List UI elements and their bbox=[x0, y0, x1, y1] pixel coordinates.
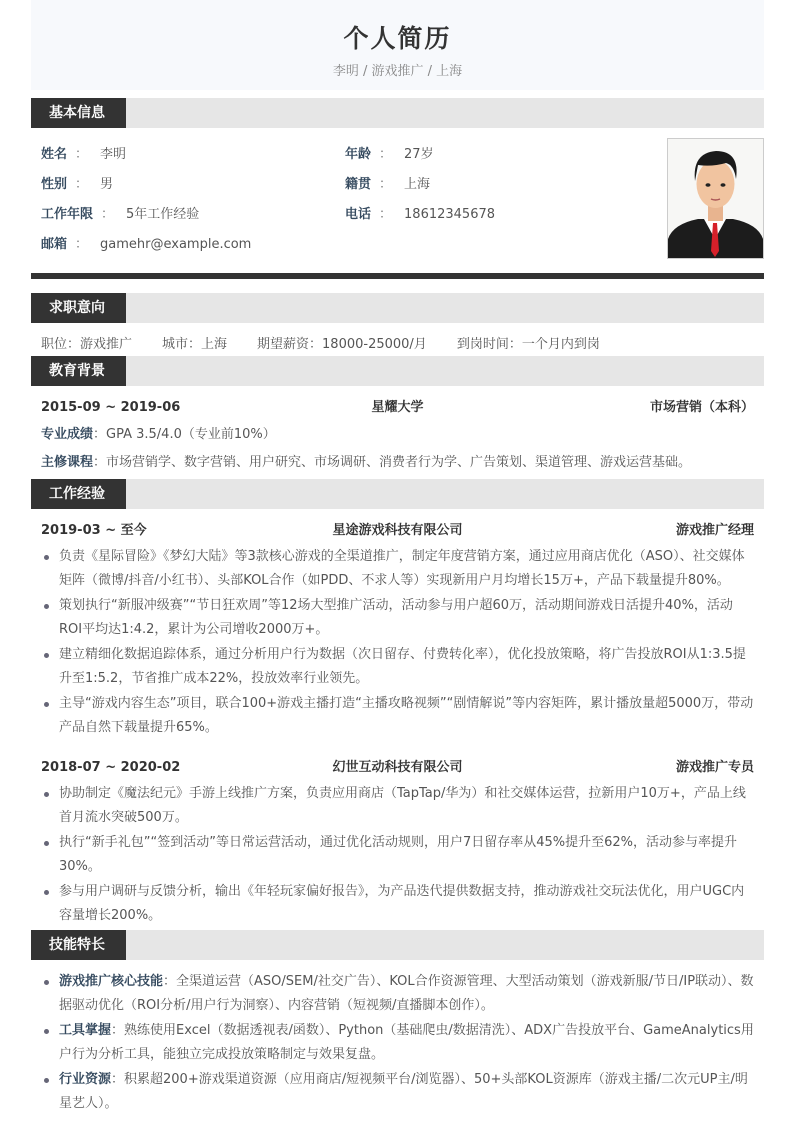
list-item: 策划执行“新服冲级赛”“节日狂欢周”等12场大型推广活动，活动参与用户超60万，活动期间游戏日活提升40%，活动ROI平均达1:4.2，累计为公司增收2000万+。 bbox=[41, 594, 764, 642]
list-item: 建立精细化数据追踪体系，通过分析用户行为数据（次日留存、付费转化率），优化投放策略，将广告投放ROI从1:3.5提升至1:5.2，节省推广成本22%，投放效率行业领先。 bbox=[41, 643, 764, 691]
job-intent bbox=[31, 335, 764, 356]
section-title: 求职意向 bbox=[31, 293, 126, 323]
page-title: 个人简历 bbox=[343, 24, 452, 53]
resume bbox=[31, 0, 764, 1117]
field-experience: 工作年限 ： 5年工作经验 bbox=[41, 207, 200, 222]
section-title: 工作经验 bbox=[31, 479, 126, 509]
divider bbox=[31, 273, 764, 279]
list-item: 执行“新手礼包”“签到活动”等日常运营活动，通过优化活动规则，用户7日留存率从45%提升至62%，活动参与率提升30%。 bbox=[41, 831, 764, 879]
section-education bbox=[31, 356, 764, 386]
field-phone: 电话 ： 18612345678 bbox=[345, 207, 496, 222]
list-item: 游戏推广核心技能：全渠道运营（ASO/SEM/社交广告）、KOL合作资源管理、大型活动策划（游戏新服/节日/IP联动）、数据驱动优化（ROI分析/用户行为洞察）、内容营销（短视频/直播脚本创作）。 bbox=[41, 970, 764, 1018]
list-item: 参与用户调研与反馈分析，输出《年轻玩家偏好报告》，为产品迭代提供数据支持，推动游戏社交玩法优化，用户UGC内容量增长200%。 bbox=[41, 880, 764, 928]
section-title: 教育背景 bbox=[31, 356, 126, 386]
education-row: 2015-09 ~ 2019-06 星耀大学 市场营销（本科） bbox=[41, 400, 755, 415]
avatar-photo bbox=[667, 138, 764, 259]
section-basic bbox=[31, 98, 764, 128]
section-intent bbox=[31, 293, 764, 323]
field-gender: 性别 ： 男 bbox=[41, 177, 114, 192]
section-title: 基本信息 bbox=[31, 98, 126, 128]
job-bullets bbox=[31, 782, 764, 928]
list-item: 行业资源：积累超200+游戏渠道资源（应用商店/短视频平台/浏览器）、50+头部KOL资源库（游戏主播/二次元UP主/明星艺人）。 bbox=[41, 1068, 764, 1116]
list-item: 协助制定《魔法纪元》手游上线推广方案，负责应用商店（TapTap/华为）和社交媒体运营，拉新用户10万+，产品上线首月流水突破500万。 bbox=[41, 782, 764, 830]
education-gpa: 专业成绩：GPA 3.5/4.0（专业前10%） bbox=[41, 427, 276, 442]
section-work bbox=[31, 479, 764, 509]
basic-info bbox=[31, 128, 764, 273]
field-age: 年龄 ： 27岁 bbox=[345, 147, 434, 162]
intent-salary: 期望薪资：18000-25000/月 bbox=[257, 337, 427, 352]
field-email: 邮箱 ： gamehr@example.com bbox=[41, 237, 252, 252]
intent-position: 职位：游戏推广 bbox=[41, 337, 133, 352]
job-header: 2018-07 ~ 2020-02 幻世互动科技有限公司 游戏推广专员 bbox=[41, 760, 755, 775]
subtitle: 李明 / 游戏推广 / 上海 bbox=[332, 64, 463, 79]
field-hometown: 籍贯 ： 上海 bbox=[345, 177, 431, 192]
job-bullets bbox=[31, 545, 764, 740]
field-name: 姓名 ： 李明 bbox=[41, 147, 127, 162]
section-skills bbox=[31, 930, 764, 960]
education-courses: 主修课程：市场营销学、数字营销、用户研究、市场调研、消费者行为学、广告策划、渠道管理、游戏运营基础。 bbox=[41, 455, 692, 470]
resume-header bbox=[31, 0, 764, 90]
list-item: 负责《星际冒险》《梦幻大陆》等3款核心游戏的全渠道推广，制定年度营销方案，通过应用商店优化（ASO）、社交媒体矩阵（微博/抖音/小红书）、头部KOL合作（如PDD、不求人等）实现新用户月均增长15万+，产品下载量提升80%。 bbox=[41, 545, 764, 593]
intent-availability: 到岗时间：一个月内到岗 bbox=[456, 337, 600, 352]
list-item: 工具掌握：熟练使用Excel（数据透视表/函数）、Python（基础爬虫/数据清洗）、ADX广告投放平台、GameAnalytics用户行为分析工具，能独立完成投放策略制定与效果复盘。 bbox=[41, 1019, 764, 1067]
section-title: 技能特长 bbox=[31, 930, 126, 960]
skills-list bbox=[31, 970, 764, 1116]
list-item: 主导“游戏内容生态”项目，联合100+游戏主播打造“主播攻略视频”“剧情解说”等内容矩阵，累计播放量超5000万，带动产品自然下载量提升65%。 bbox=[41, 692, 764, 740]
intent-city: 城市：上海 bbox=[162, 337, 228, 352]
job-header: 2019-03 ~ 至今 星途游戏科技有限公司 游戏推广经理 bbox=[41, 523, 755, 538]
